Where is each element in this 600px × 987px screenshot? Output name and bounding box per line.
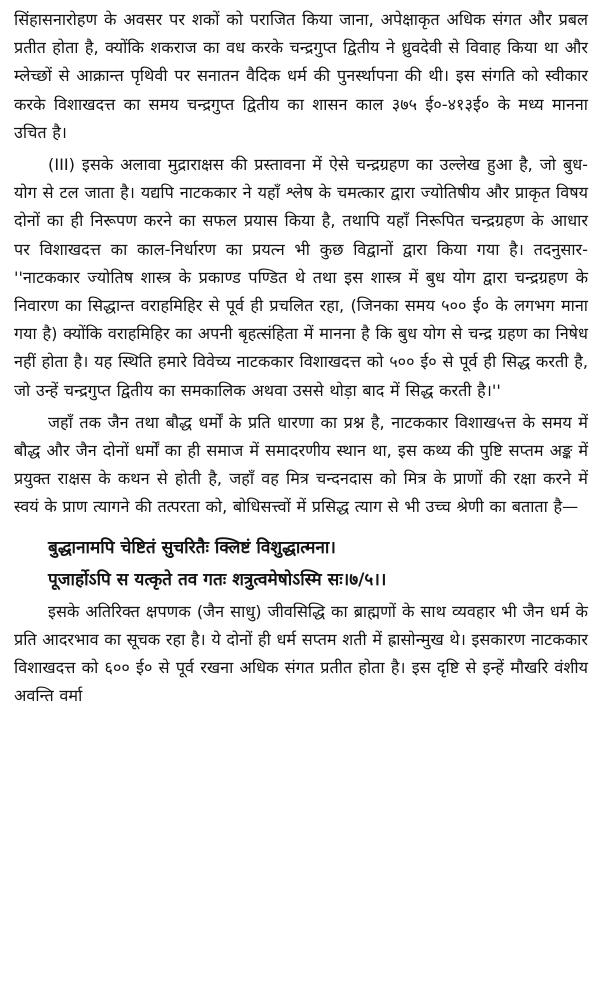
paragraph-jain-bauddha-dharma: जहाँ तक जैन तथा बौद्ध धर्मों के प्रति धारणा का प्रश्न है, नाटककार विशाख५त्त के समय में बौद्ध और जैन दोनों धर्मों का ही समाज में समादरणीय स्थान था, इस कथ्य की पुष्टि सप्तम अङ्क में प्रयुक्त राक्षस के कथन से होती है, जहाँ वह मित्र चन्दनदास को मित्र के प्राणों की रक्षा करने में स्वयं के प्राण त्यागने की तत्परता को, बोधिसत्त्वों में प्रसिद्ध त्याग से भी उच्च श्रेणी का बताता है— <box>14 412 588 517</box>
paragraph-mudrarakshasa-prastavana: (III) इसके अलावा मुद्राराक्षस की प्रस्तावना में ऐसे चन्द्रग्रहण का उल्लेख हुआ है, जो बुध-योग से टल जाता है। यद्यपि नाटककार ने यहाँ श्लेष के चमत्कार द्वारा ज्योतिषीय और प्राकृत विषय दोनों का ही निरूपण करने का सफल प्रयास किया है, तथापि यहाँ निरूपित चन्द्रग्रहण के आधार पर विशाखदत्त का काल-निर्धारण का प्रयत्न भी कुछ विद्वानों द्वारा किया गया है। तदनुसार-''नाटककार ज्योतिष शास्त्र के प्रकाण्ड पण्डित थे तथा इस शास्त्र में बुध योग द्वारा चन्द्रग्रहण के निवारण का सिद्धान्त वराहमिहिर से पूर्व ही प्रचलित रहा, (जिनका समय ५०० ई० के लगभग माना गया है) क्योंकि वराहमिहिर का अपनी बृहत्संहिता में मानना है कि बुध योग से चन्द्र ग्रहण का निषेध नहीं होता है। यह स्थिति हमारे विवेच्य नाटककार विशाखदत्त को ५०० ई० से पूर्व ही सिद्ध करती है, जो उन्हें चन्द्रगुप्त द्वितीय का समकालिक अथवा उससे थोड़ा बाद में सिद्ध करती है।'' <box>14 155 588 400</box>
shloka-quotation <box>14 532 588 596</box>
shloka-line-1: बुद्धानामपि चेष्टितं सुचरितैः क्लिष्टं विशुद्धात्मना। <box>48 537 336 558</box>
shloka-line-2: पूजार्होऽपि स यत्कृते तव गतः शत्रुत्वमेषोऽस्मि सः।७/५।। <box>48 569 387 590</box>
paragraph-sinhasanarohan: सिंहासनारोहण के अवसर पर शकों को पराजित किया जाना, अपेक्षाकृत अधिक संगत और प्रबल प्रतीत होता है, क्योंकि शकराज का वध करके चन्द्रगुप्त द्वितीय ने ध्रुवदेवी से विवाह किया था और म्लेच्छों से आक्रान्त पृथिवी पर सनातन वैदिक धर्म की पुनर्स्थापना की थी। इस संगति को स्वीकार करके विशाखदत्त का समय चन्द्रगुप्त द्वितीय का शासन काल ३७५ ई०-४१३ई० के मध्य मानना उचित है। <box>14 10 588 142</box>
paragraph-kshapanaka: इसके अतिरिक्त क्षपणक (जैन साधु) जीवसिद्धि का ब्राह्मणों के साथ व्यवहार भी जैन धर्म के प्रति आदरभाव का सूचक रहा है। ये दोनों ही धर्म सप्तम शती में ह्रासोन्मुख थे। इसकारण नाटककार विशाखदत्त को ६०० ई० से पूर्व रखना अधिक संगत प्रतीत होता है। इस दृष्टि से इन्हें मौखरि वंशीय अवन्ति वर्मा <box>14 601 588 706</box>
